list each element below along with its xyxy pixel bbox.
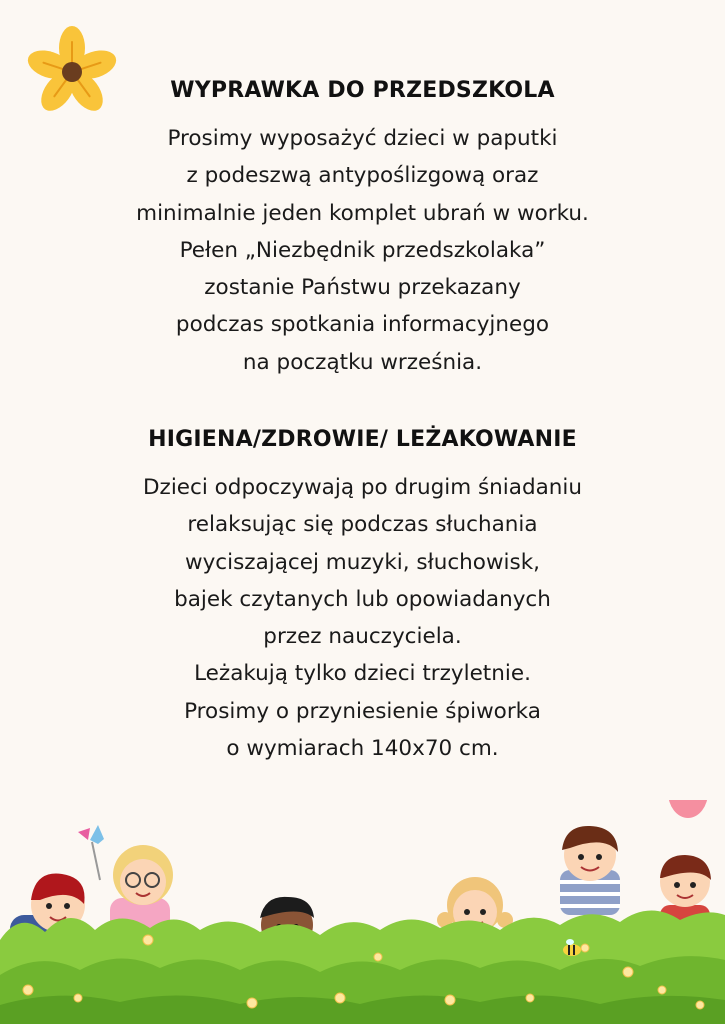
text-line: na początku września. (242, 349, 483, 375)
children-in-grass-illustration (0, 800, 725, 1024)
text-line: podczas spotkania informacyjnego (175, 312, 550, 338)
text-line: przez nauczyciela. (263, 624, 462, 650)
text-line: o wymiarach 140x70 cm. (226, 736, 499, 762)
section-heading-wyprawka: WYPRAWKA DO PRZEDSZKOLA (170, 78, 555, 103)
text-line: relaksując się podczas słuchania (187, 512, 538, 538)
text-line: z podeszwą antypoślizgową oraz (186, 163, 539, 189)
text-line: minimalnie jeden komplet ubrań w worku. (136, 200, 589, 226)
text-line: zostanie Państwu przekazany (204, 275, 521, 301)
text-line: Prosimy wyposażyć dzieci w paputki (167, 126, 558, 151)
text-line: Leżakują tylko dzieci trzyletnie. (194, 661, 531, 687)
section-text-wyprawka (0, 120, 725, 381)
text-line: Prosimy o przyniesienie śpiworka (184, 698, 541, 724)
text-line: bajek czytanych lub opowiadanych (174, 586, 551, 612)
section-text-higiena (0, 469, 725, 767)
child-figure (560, 826, 620, 915)
flower-icon (22, 22, 122, 122)
section-heading-higiena: HIGIENA/ZDROWIE/ LEŻAKOWANIE (148, 427, 577, 452)
text-line: Pełen „Niezbędnik przedszkolaka” (179, 237, 546, 263)
text-line: Dzieci odpoczywają po drugim śniadaniu (142, 475, 583, 500)
text-line: wyciszającej muzyki, słuchowisk, (184, 549, 541, 575)
